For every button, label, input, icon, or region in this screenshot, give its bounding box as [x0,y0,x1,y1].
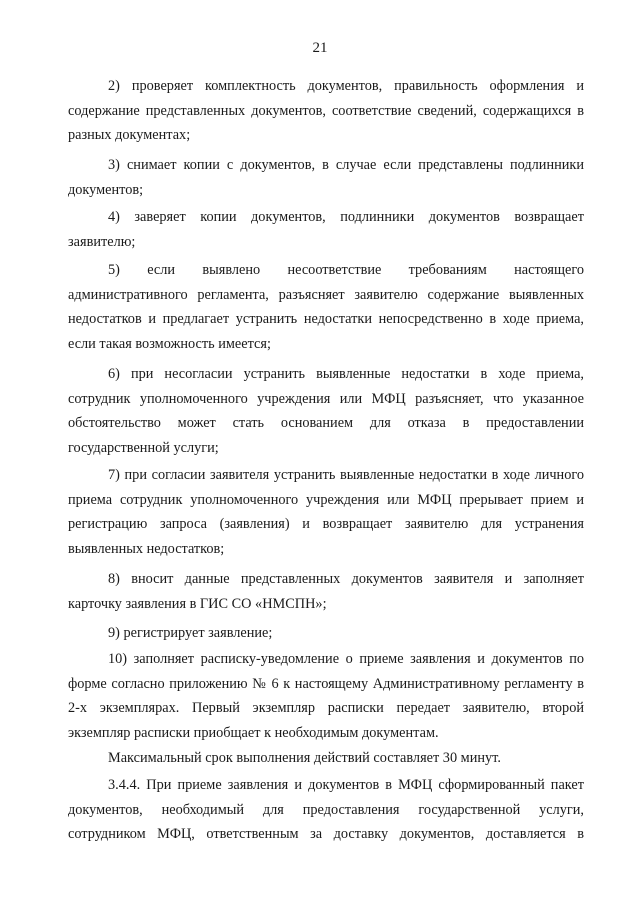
paragraph-item-8: 8) вносит данные представленных документов заявителя и заполняет карточку заявления в ГИС СО «НМСПН»; [68,571,584,612]
paragraph-item-6: 6) при несогласии устранить выявленные недостатки в ходе приема, сотрудник уполномоченного учреждения или МФЦ разъясняет, что указанное обстоятельство может стать основанием для отказа в предоставлении государственной услуги; [68,366,584,456]
paragraph-max-time: Максимальный срок выполнения действий составляет 30 минут. [108,750,501,766]
paragraph-item-4: 4) заверяет копии документов, подлинники документов возвращает заявителю; [68,209,584,250]
page-number: 21 [312,40,328,56]
paragraph-item-3: 3) снимает копии с документов, в случае если представлены подлинники документов; [68,157,584,198]
paragraph-item-9: 9) регистрирует заявление; [108,625,273,641]
paragraph-item-5: 5) если выявлено несоответствие требованиям настоящего административного регламента, разъясняет заявителю содержание выявленных недостатков и предлагает устранить недостатки непосредственно в ходе приема, если такая возможность имеется; [68,262,584,352]
paragraph-item-10: 10) заполняет расписку-уведомление о приеме заявления и документов по форме согласно приложению № 6 к настоящему Административному регламенту в 2-х экземплярах. Первый экземпляр расписки передает заявителю, второй экземпляр расписки приобщает к необходимым документам. [68,651,584,741]
paragraph-item-2: 2) проверяет комплектность документов, правильность оформления и содержание представленных документов, соответствие сведений, содержащихся в разных документах; [68,78,584,143]
paragraph-item-7: 7) при согласии заявителя устранить выявленные недостатки в ходе личного приема сотрудник уполномоченного учреждения или МФЦ прерывает прием и регистрацию запроса (заявления) и возвращает заявителю для устранения выявленных недостатков; [68,467,584,557]
paragraph-section-3-4-4: 3.4.4. При приеме заявления и документов в МФЦ сформированный пакет документов, необходимый для предоставления государственной услуги, сотрудником МФЦ, ответственным за доставку документов, доставляется в [68,777,584,842]
